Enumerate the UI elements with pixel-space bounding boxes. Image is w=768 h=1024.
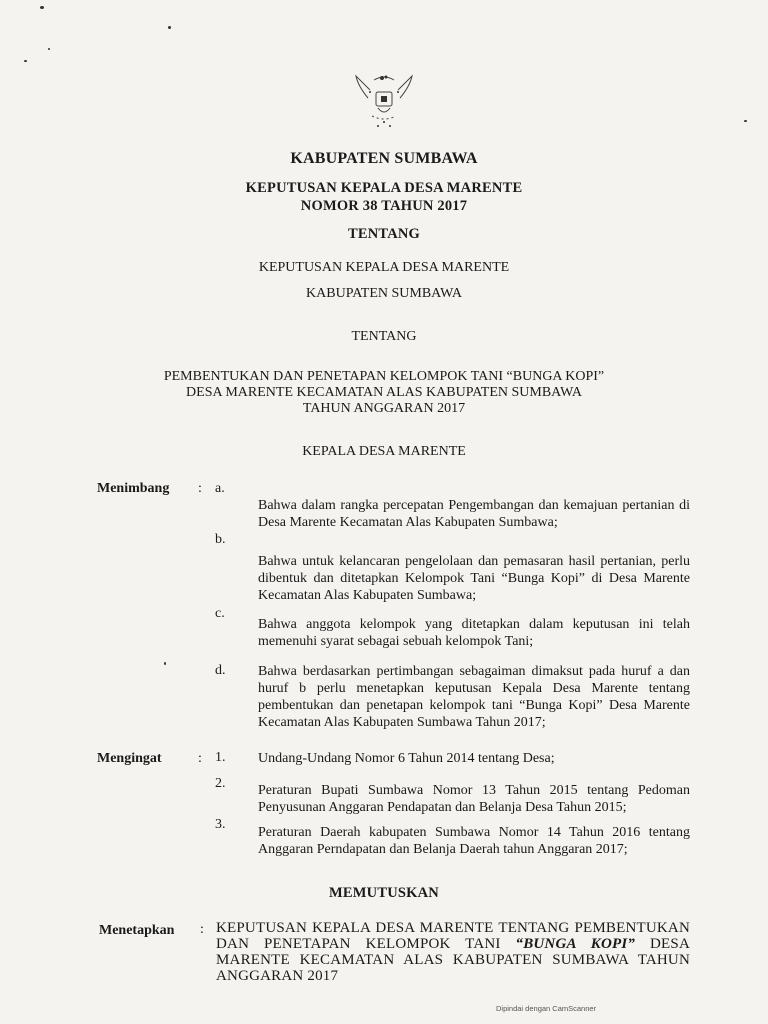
decree-number: NOMOR 38 TAHUN 2017: [300, 198, 468, 214]
establishing-label: Menetapkan: [99, 923, 175, 938]
considering-item-c: Bahwa anggota kelompok yang ditetapkan dalam keputusan ini telah memenuhi syarat sebagai sebuah kelompok Tani;: [258, 617, 690, 649]
recalling-label: Mengingat: [97, 751, 162, 766]
scan-speck: [24, 60, 27, 62]
considering-marker-b: b.: [215, 532, 226, 547]
considering-item-d: Bahwa berdasarkan pertimbangan sebagaiman dimaksut pada huruf a dan huruf b perlu menetapkan keputusan Kepala Desa Marente tentang pembentukan dan penetapan kelompok tani “Bunga Kopi” Desa Marente Kecamatan Alas Kabupaten Sumbawa Tahun 2017;: [258, 664, 690, 730]
village-head-heading: KEPALA DESA MARENTE: [302, 444, 466, 459]
scan-speck: [48, 48, 50, 50]
recalling-colon: :: [198, 751, 202, 766]
recalling-item-3: Peraturan Daerah kabupaten Sumbawa Nomor 14 Tahun 2016 tentang Anggaran Perndapatan dan Belanja Daerah tahun Anggaran 2017;: [258, 825, 690, 857]
about-heading-1: TENTANG: [347, 226, 421, 242]
considering-marker-a: a.: [215, 481, 225, 496]
recalling-marker-3: 3.: [215, 817, 226, 832]
recalling-marker-2: 2.: [215, 776, 226, 791]
subject-line-3: TAHUN ANGGARAN 2017: [302, 401, 466, 416]
considering-item-a: Bahwa dalam rangka percepatan Pengembangan dan kemajuan pertanian di Desa Marente Kecamatan Alas Kabupaten Sumbawa;: [258, 498, 690, 530]
establishing-text-emphasis: “BUNGA KOPI”: [515, 936, 636, 952]
recalling-item-2: Peraturan Bupati Sumbawa Nomor 13 Tahun 2015 tentang Pedoman Penyusunan Anggaran Pendapatan dan Belanja Desa Tahun 2015;: [258, 783, 690, 815]
recalling-item-1: Undang-Undang Nomor 6 Tahun 2014 tentang Desa;: [258, 751, 555, 766]
considering-marker-d: d.: [215, 663, 226, 678]
about-heading-2: TENTANG: [351, 329, 417, 344]
establishing-text-after: DESA MARENTE KECAMATAN ALAS KABUPATEN SUMBAWA TAHUN ANGGARAN 2017: [216, 936, 690, 984]
subject-line-1: PEMBENTUKAN DAN PENETAPAN KELOMPOK TANI “BUNGA KOPI”: [163, 369, 605, 384]
decree-title: KEPUTUSAN KEPALA DESA MARENTE: [245, 180, 523, 196]
garuda-emblem-icon: [348, 68, 420, 134]
considering-marker-c: c.: [215, 606, 225, 621]
regency-title: KABUPATEN SUMBAWA: [290, 150, 478, 167]
scan-speck: [40, 6, 44, 9]
establishing-text: [216, 920, 690, 984]
scanner-watermark: Dipindai dengan CamScanner: [496, 1004, 597, 1013]
scan-speck: [744, 120, 747, 122]
considering-label: Menimbang: [97, 481, 170, 496]
sub-decree-title: KEPUTUSAN KEPALA DESA MARENTE: [258, 260, 510, 275]
decides-heading: MEMUTUSKAN: [329, 885, 439, 901]
considering-colon: :: [198, 481, 202, 496]
considering-item-b: Bahwa untuk kelancaran pengelolaan dan pemasaran hasil pertanian, perlu dibentuk dan ditetapkan Kelompok Tani “Bunga Kopi” di Desa Marente Kecamatan Alas Kabupaten Sumbawa;: [258, 554, 690, 603]
establishing-colon: :: [200, 922, 204, 937]
subject-line-2: DESA MARENTE KECAMATAN ALAS KABUPATEN SUMBAWA: [186, 385, 582, 400]
sub-regency-title: KABUPATEN SUMBAWA: [306, 286, 462, 301]
recalling-marker-1: 1.: [215, 750, 226, 765]
scan-speck: [164, 662, 166, 665]
establishing-text-before: KEPUTUSAN KEPALA DESA MARENTE TENTANG PEMBENTUKAN DAN PENETAPAN KELOMPOK TANI: [216, 920, 690, 952]
scan-speck: [168, 26, 171, 29]
